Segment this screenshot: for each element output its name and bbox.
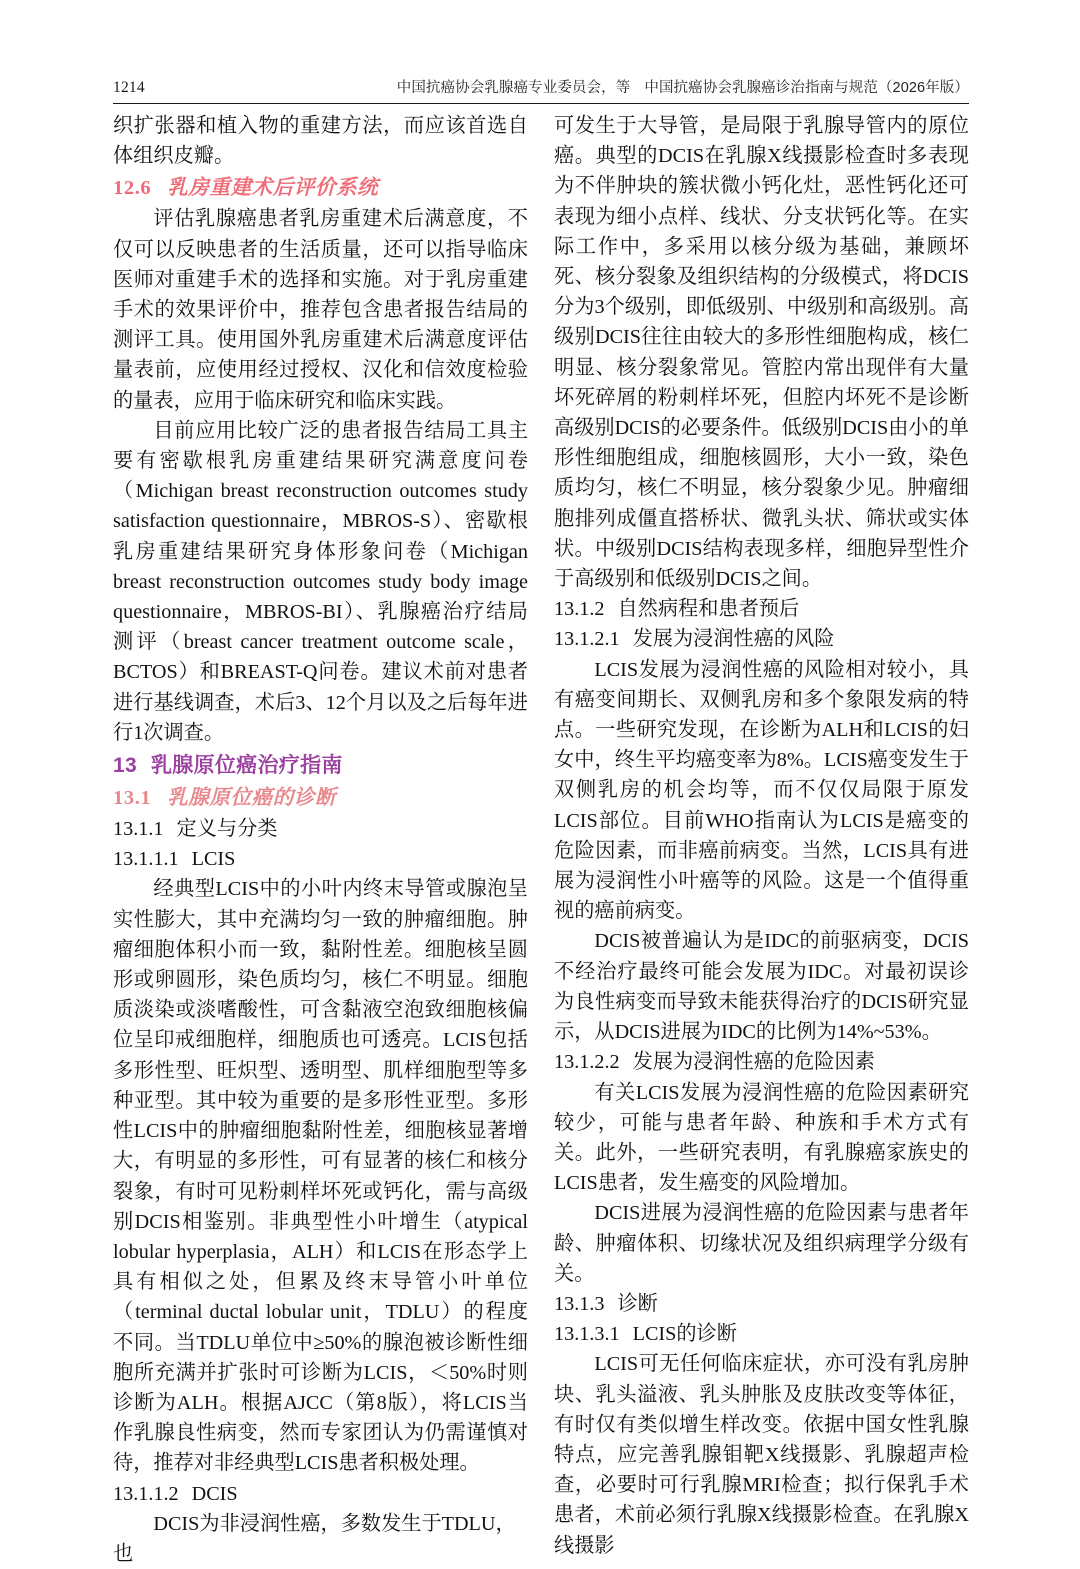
heading-13-1-2-number: 13.1.2 bbox=[554, 598, 605, 621]
paragraph-dcis-start: DCIS为非浸润性癌，多数发生于TDLU，也 bbox=[113, 1512, 516, 1565]
running-head-title bbox=[397, 76, 969, 97]
paragraph-12-6-2: 目前应用比较广泛的患者报告结局工具主要有密歇根乳房重建结果研究满意度问卷（Michigan breast reconstruction outcomes study satisfaction questionnaire，MBROS-S）、密歇根乳房重建结果研究身体形象问卷（Michigan breast reconstruction outcomes study body image questionnaire，MBROS-BI）、乳腺癌治疗结局测评（breast cancer treatment outcome scale，BCTOS）和BREAST-Q问卷。建议术前对患者进行基线调查，术后3、12个月以及之后每年进行1次调查。 bbox=[113, 419, 528, 744]
heading-13-1-2-2 bbox=[554, 1047, 969, 1077]
heading-13-1-3-1-text: LCIS的诊断 bbox=[632, 1323, 737, 1346]
heading-13-1-2-1 bbox=[554, 624, 969, 654]
heading-13-1-1-2-text: DCIS bbox=[191, 1482, 238, 1505]
heading-13-1-3-text: 诊断 bbox=[617, 1292, 658, 1315]
heading-13-1-1 bbox=[113, 814, 528, 844]
paragraph-12-6-1: 评估乳腺癌患者乳房重建术后满意度，不仅可以反映患者的生活质量，还可以指导临床医师对重建手术的选择和实施。对于乳房重建手术的效果评价中，推荐包含患者报告结局的测评工具。使用国外乳房重建术后满意度评估量表前，应使用经过授权、汉化和信效度检验的量表，应用于临床研究和临床实践。 bbox=[113, 208, 528, 412]
heading-13-1-1-1-text: LCIS bbox=[191, 848, 236, 871]
heading-13-1-2-2-number: 13.1.2.2 bbox=[554, 1051, 620, 1074]
heading-13-1-1-1 bbox=[113, 844, 528, 874]
heading-13-1-1-number: 13.1.1 bbox=[113, 818, 164, 841]
heading-13-1-3-1-number: 13.1.3.1 bbox=[554, 1323, 620, 1346]
heading-13-1-2-text: 自然病程和患者预后 bbox=[617, 598, 800, 621]
heading-13 bbox=[113, 751, 528, 781]
paragraph-continued: 织扩张器和植入物的重建方法，而应该首选自体组织皮瓣。 bbox=[113, 115, 528, 168]
heading-13-1-3-1 bbox=[554, 1319, 969, 1349]
two-column-body bbox=[113, 111, 969, 1565]
paragraph-risk-1: LCIS发展为浸润性癌的风险相对较小，具有癌变间期长、双侧乳房和多个象限发病的特点。一些研究发现，在诊断为ALH和LCIS的妇女中，终生平均癌变率为8%。LCIS癌变发生于双侧乳房的机会均等，而不仅仅局限于原发LCIS部位。目前WHO指南认为LCIS是癌变的危险因素，而非癌前病变。当然，LCIS具有进展为浸润性小叶癌等的风险。这是一个值得重视的癌前病变。 bbox=[554, 658, 969, 923]
heading-13-1-3 bbox=[554, 1289, 969, 1319]
paragraph-factor-1: 有关LCIS发展为浸润性癌的危险因素研究较少，可能与患者年龄、种族和手术方式有关。此外，一些研究表明，有乳腺癌家族史的LCIS患者，发生癌变的风险增加。 bbox=[554, 1081, 969, 1195]
running-head bbox=[113, 76, 969, 102]
heading-13-1-text: 乳腺原位癌的诊断 bbox=[167, 787, 337, 810]
heading-13-1-2-2-text: 发展为浸润性癌的危险因素 bbox=[632, 1051, 875, 1074]
left-column bbox=[113, 111, 528, 1565]
paragraph-dcis-continued: 可发生于大导管，是局限于乳腺导管内的原位癌。典型的DCIS在乳腺X线摄影检查时多表现为不伴肿块的簇状微小钙化灶，恶性钙化还可表现为细小点样、线状、分支状钙化等。在实际工作中，多采用以核分级为基础，兼顾坏死、核分裂象及组织结构的分级模式，将DCIS分为3个级别，即低级别、中级别和高级别。高级别DCIS往往由较大的多形性细胞构成，核仁明显、核分裂象常见。管腔内常出现伴有大量坏死碎屑的粉刺样坏死，但腔内坏死不是诊断高级别DCIS的必要条件。低级别DCIS由小的单形性细胞组成，细胞核圆形，大小一致，染色质均匀，核仁不明显，核分裂象少见。肿瘤细胞排列成僵直搭桥状、微乳头状、筛状或实体状。中级别DCIS结构表现多样，细胞异型性介于高级别和低级别DCIS之间。 bbox=[554, 115, 969, 591]
heading-13-1-1-2-number: 13.1.1.2 bbox=[113, 1482, 179, 1505]
header-rule bbox=[113, 103, 969, 104]
heading-13-1-2-1-text: 发展为浸润性癌的风险 bbox=[632, 628, 835, 651]
heading-13-number: 13 bbox=[113, 754, 137, 778]
paragraph-risk-2: DCIS被普遍认为是IDC的前驱病变，DCIS不经治疗最终可能会发展为IDC。对最初误诊为良性病变而导致未能获得治疗的DCIS研究显示，从DCIS进展为IDC的比例为14%~53%。 bbox=[554, 930, 969, 1044]
paragraph-lcis-diagnosis: LCIS可无任何临床症状，亦可没有乳房肿块、乳头溢液、乳头肿胀及皮肤改变等体征，有时仅有类似增生样改变。依据中国女性乳腺特点，应完善乳腺钼靶X线摄影、乳腺超声检查，必要时可行乳腺MRI检查；拟行保乳手术患者，术前必须行乳腺X线摄影检查。在乳腺X线摄影 bbox=[554, 1353, 969, 1557]
heading-13-1-number: 13.1 bbox=[113, 787, 152, 810]
heading-12-6-number: 12.6 bbox=[113, 177, 152, 200]
right-column bbox=[554, 111, 969, 1557]
heading-13-1-1-1-number: 13.1.1.1 bbox=[113, 848, 179, 871]
heading-13-text: 乳腺原位癌治疗指南 bbox=[150, 754, 343, 778]
paragraph-lcis: 经典型LCIS中的小叶内终末导管或腺泡呈实性膨大，其中充满均匀一致的肿瘤细胞。肿瘤细胞体积小而一致，黏附性差。细胞核呈圆形或卵圆形，染色质均匀，核仁不明显。细胞质淡染或淡嗜酸性，可含黏液空泡致细胞核偏位呈印戒细胞样，细胞质也可透亮。LCIS包括多形性型、旺炽型、透明型、肌样细胞型等多种亚型。其中较为重要的是多形性亚型。多形性LCIS中的肿瘤细胞黏附性差，细胞核显著增大，有明显的多形性，可有显著的核仁和核分裂象，有时可见粉刺样坏死或钙化，需与高级别DCIS相鉴别。非典型性小叶增生（atypical lobular hyperplasia，ALH）和LCIS在形态学上具有相似之处，但累及终末导管小叶单位（terminal ductal lobular unit，TDLU）的程度不同。当TDLU单位中≥50%的腺泡被诊断性细胞所充满并扩张时可诊断为LCIS，＜50%时则诊断为ALH。根据AJCC（第8版），将LCIS当作乳腺良性病变，然而专家团认为仍需谨慎对待，推荐对非经典型LCIS患者积极处理。 bbox=[113, 878, 528, 1475]
heading-13-1-1-2 bbox=[113, 1479, 528, 1509]
heading-12-6 bbox=[113, 173, 528, 203]
heading-13-1 bbox=[113, 783, 528, 813]
page-number: 1214 bbox=[113, 79, 145, 96]
heading-13-1-3-number: 13.1.3 bbox=[554, 1292, 605, 1315]
running-head-guideline-title: 中国抗癌协会乳腺癌诊治指南与规范（2026年版） bbox=[644, 80, 969, 96]
running-head-authors: 中国抗癌协会乳腺癌专业委员会，等 bbox=[396, 80, 631, 96]
heading-13-1-2-1-number: 13.1.2.1 bbox=[554, 628, 620, 651]
paragraph-factor-2: DCIS进展为浸润性癌的危险因素与患者年龄、肿瘤体积、切缘状况及组织病理学分级有关。 bbox=[554, 1202, 969, 1285]
heading-12-6-text: 乳房重建术后评价系统 bbox=[167, 177, 379, 200]
heading-13-1-2 bbox=[554, 594, 969, 624]
heading-13-1-1-text: 定义与分类 bbox=[176, 818, 278, 841]
